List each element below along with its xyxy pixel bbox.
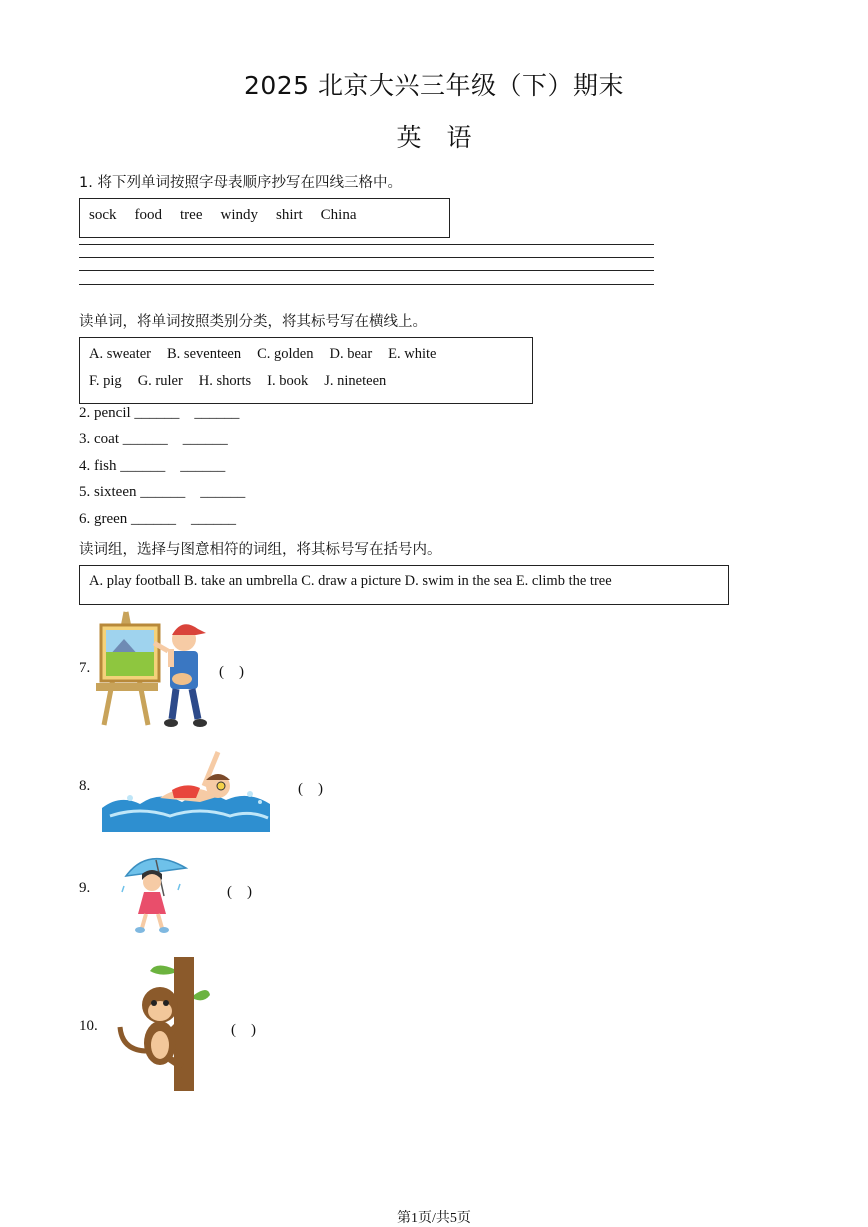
option-item: C. golden [257, 346, 314, 362]
grid-line [79, 284, 654, 285]
option-item: E. white [388, 346, 437, 362]
word-item: food [134, 207, 162, 223]
question-item[interactable]: 4. fish ______ ______ [79, 458, 226, 474]
grid-line [79, 257, 654, 258]
subject-title: 英 语 [396, 123, 472, 152]
word-item: China [320, 207, 357, 223]
answer-parentheses[interactable]: ( ) [219, 664, 244, 680]
section2-instruction: 读单词，将单词按照类别分类，将其标号写在横线上。 [79, 314, 427, 330]
question-item[interactable]: 5. sixteen ______ ______ [79, 484, 246, 500]
word-item: sock [89, 207, 117, 223]
word-item: shirt [275, 207, 303, 223]
grid-line [79, 244, 654, 245]
option-item: J. nineteen [324, 373, 387, 389]
question-number: 10. [79, 1018, 98, 1034]
option-item: D. bear [329, 346, 373, 362]
page-footer: 第1页/共5页 [397, 1211, 471, 1226]
options-row [89, 372, 523, 390]
option-item: F. pig [89, 373, 122, 389]
grid-line [79, 270, 654, 271]
option-item: I. book [267, 373, 309, 389]
word-item: tree [180, 207, 203, 223]
option-item: B. seventeen [167, 346, 242, 362]
question-number: 7. [79, 660, 91, 676]
question-item[interactable]: 3. coat ______ ______ [79, 431, 228, 447]
girl-umbrella-picture [118, 846, 190, 934]
word-item: windy [220, 207, 258, 223]
word-box [79, 198, 450, 238]
section3-instruction: 读词组，选择与图意相符的词组，将其标号写在括号内。 [79, 542, 442, 558]
question-item[interactable]: 2. pencil ______ ______ [79, 405, 240, 421]
page-title: 2025 北京大兴三年级（下）期末 [243, 71, 625, 100]
option-item: H. shorts [198, 373, 252, 389]
phrase-options-box [79, 565, 729, 605]
option-item: G. ruler [137, 373, 183, 389]
answer-parentheses[interactable]: ( ) [231, 1022, 256, 1038]
phrase-options-text: A. play football B. take an umbrella C. draw a picture D. swim in the sea E. climb the tree [89, 573, 612, 589]
section1-instruction: 1. 将下列单词按照字母表顺序抄写在四线三格中。 [79, 175, 402, 191]
question-number: 9. [79, 880, 91, 896]
answer-parentheses[interactable]: ( ) [298, 781, 323, 797]
options-row [89, 345, 523, 372]
girl-swimming-picture [100, 746, 272, 832]
question-item[interactable]: 6. green ______ ______ [79, 511, 237, 527]
answer-parentheses[interactable]: ( ) [227, 884, 252, 900]
boy-painting-picture [96, 607, 211, 732]
options-box [79, 337, 533, 404]
question-number: 8. [79, 778, 91, 794]
option-item: A. sweater [89, 346, 152, 362]
monkey-tree-picture [112, 955, 217, 1095]
